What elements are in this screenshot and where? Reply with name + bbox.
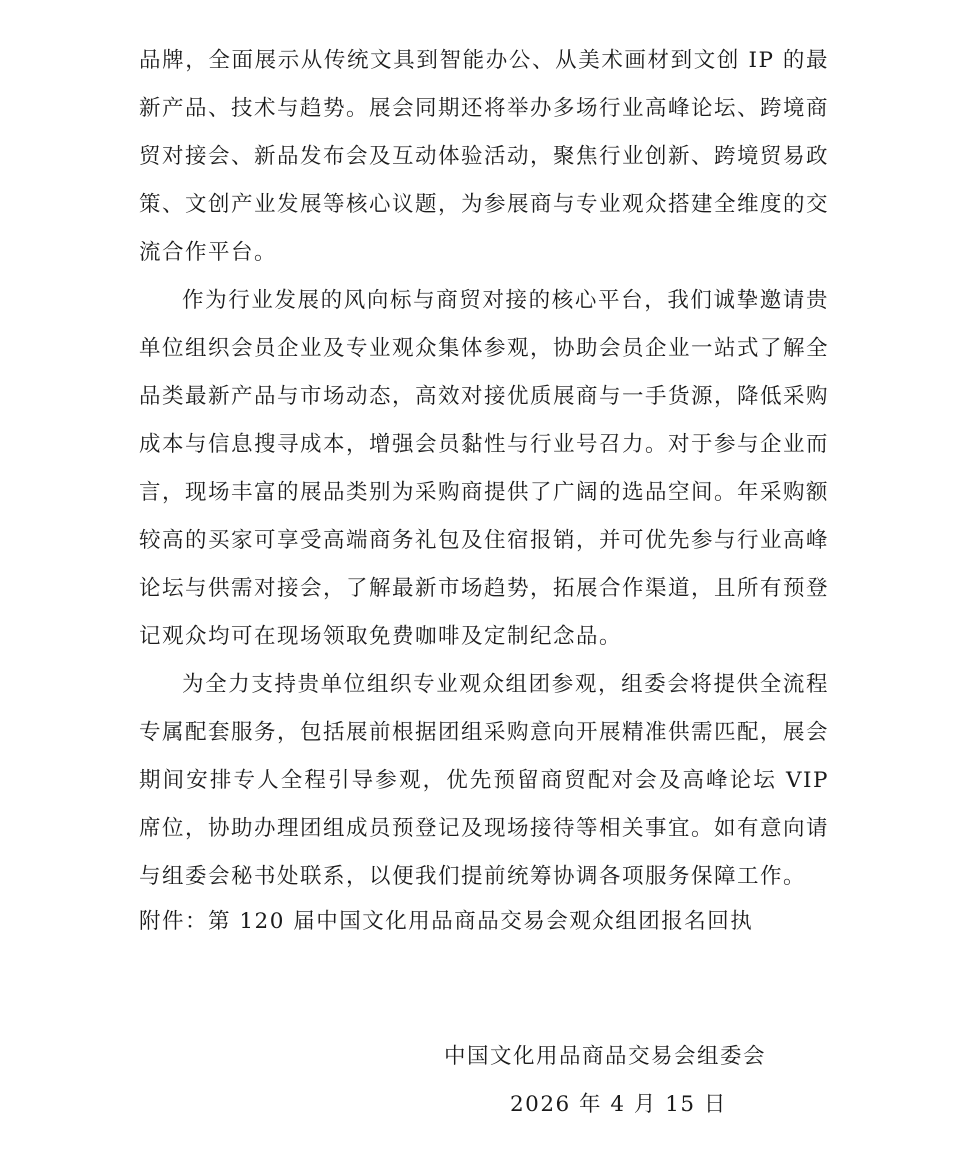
- paragraph-invitation: 作为行业发展的风向标与商贸对接的核心平台，我们诚挚邀请贵单位组织会员企业及专业观众集体参观，协助会员企业一站式了解全品类最新产品与市场动态，高效对接优质展商与一手货源，降低采购成本与信息搜寻成本，增强会员黏性与行业号召力。对于参与企业而言，现场丰富的展品类别为采购商提供了广阔的选品空间。年采购额较高的买家可享受高端商务礼包及住宿报销，并可优先参与行业高峰论坛与供需对接会，了解最新市场趋势，拓展合作渠道，且所有预登记观众均可在现场领取免费咖啡及定制纪念品。: [139, 288, 830, 649]
- signature-block: [444, 1033, 767, 1129]
- paragraph-continued: 品牌，全面展示从传统文具到智能办公、从美术画材到文创 IP 的最新产品、技术与趋势。展会同期还将举办多场行业高峰论坛、跨境商贸对接会、新品发布会及互动体验活动，聚焦行业创新、跨境贸易政策、文创产业发展等核心议题，为参展商与专业观众搭建全维度的交流合作平台。: [139, 48, 830, 265]
- signature-date: 2026 年 4 月 15 日: [510, 1092, 727, 1117]
- paragraph-services: 为全力支持贵单位组织专业观众组团参观，组委会将提供全流程专属配套服务，包括展前根据团组采购意向开展精准供需匹配，展会期间安排专人全程引导参观，优先预留商贸配对会及高峰论坛 VIP 席位，协助办理团组成员预登记及现场接待等相关事宜。如有意向请与组委会秘书处联系，以便我们提前统筹协调各项服务保障工作。: [139, 672, 830, 889]
- signature-organization: 中国文化用品商品交易会组委会: [444, 1044, 767, 1069]
- letter-body: [139, 37, 829, 901]
- attachment-line: 附件：第 120 届中国文化用品商品交易会观众组团报名回执: [139, 909, 754, 934]
